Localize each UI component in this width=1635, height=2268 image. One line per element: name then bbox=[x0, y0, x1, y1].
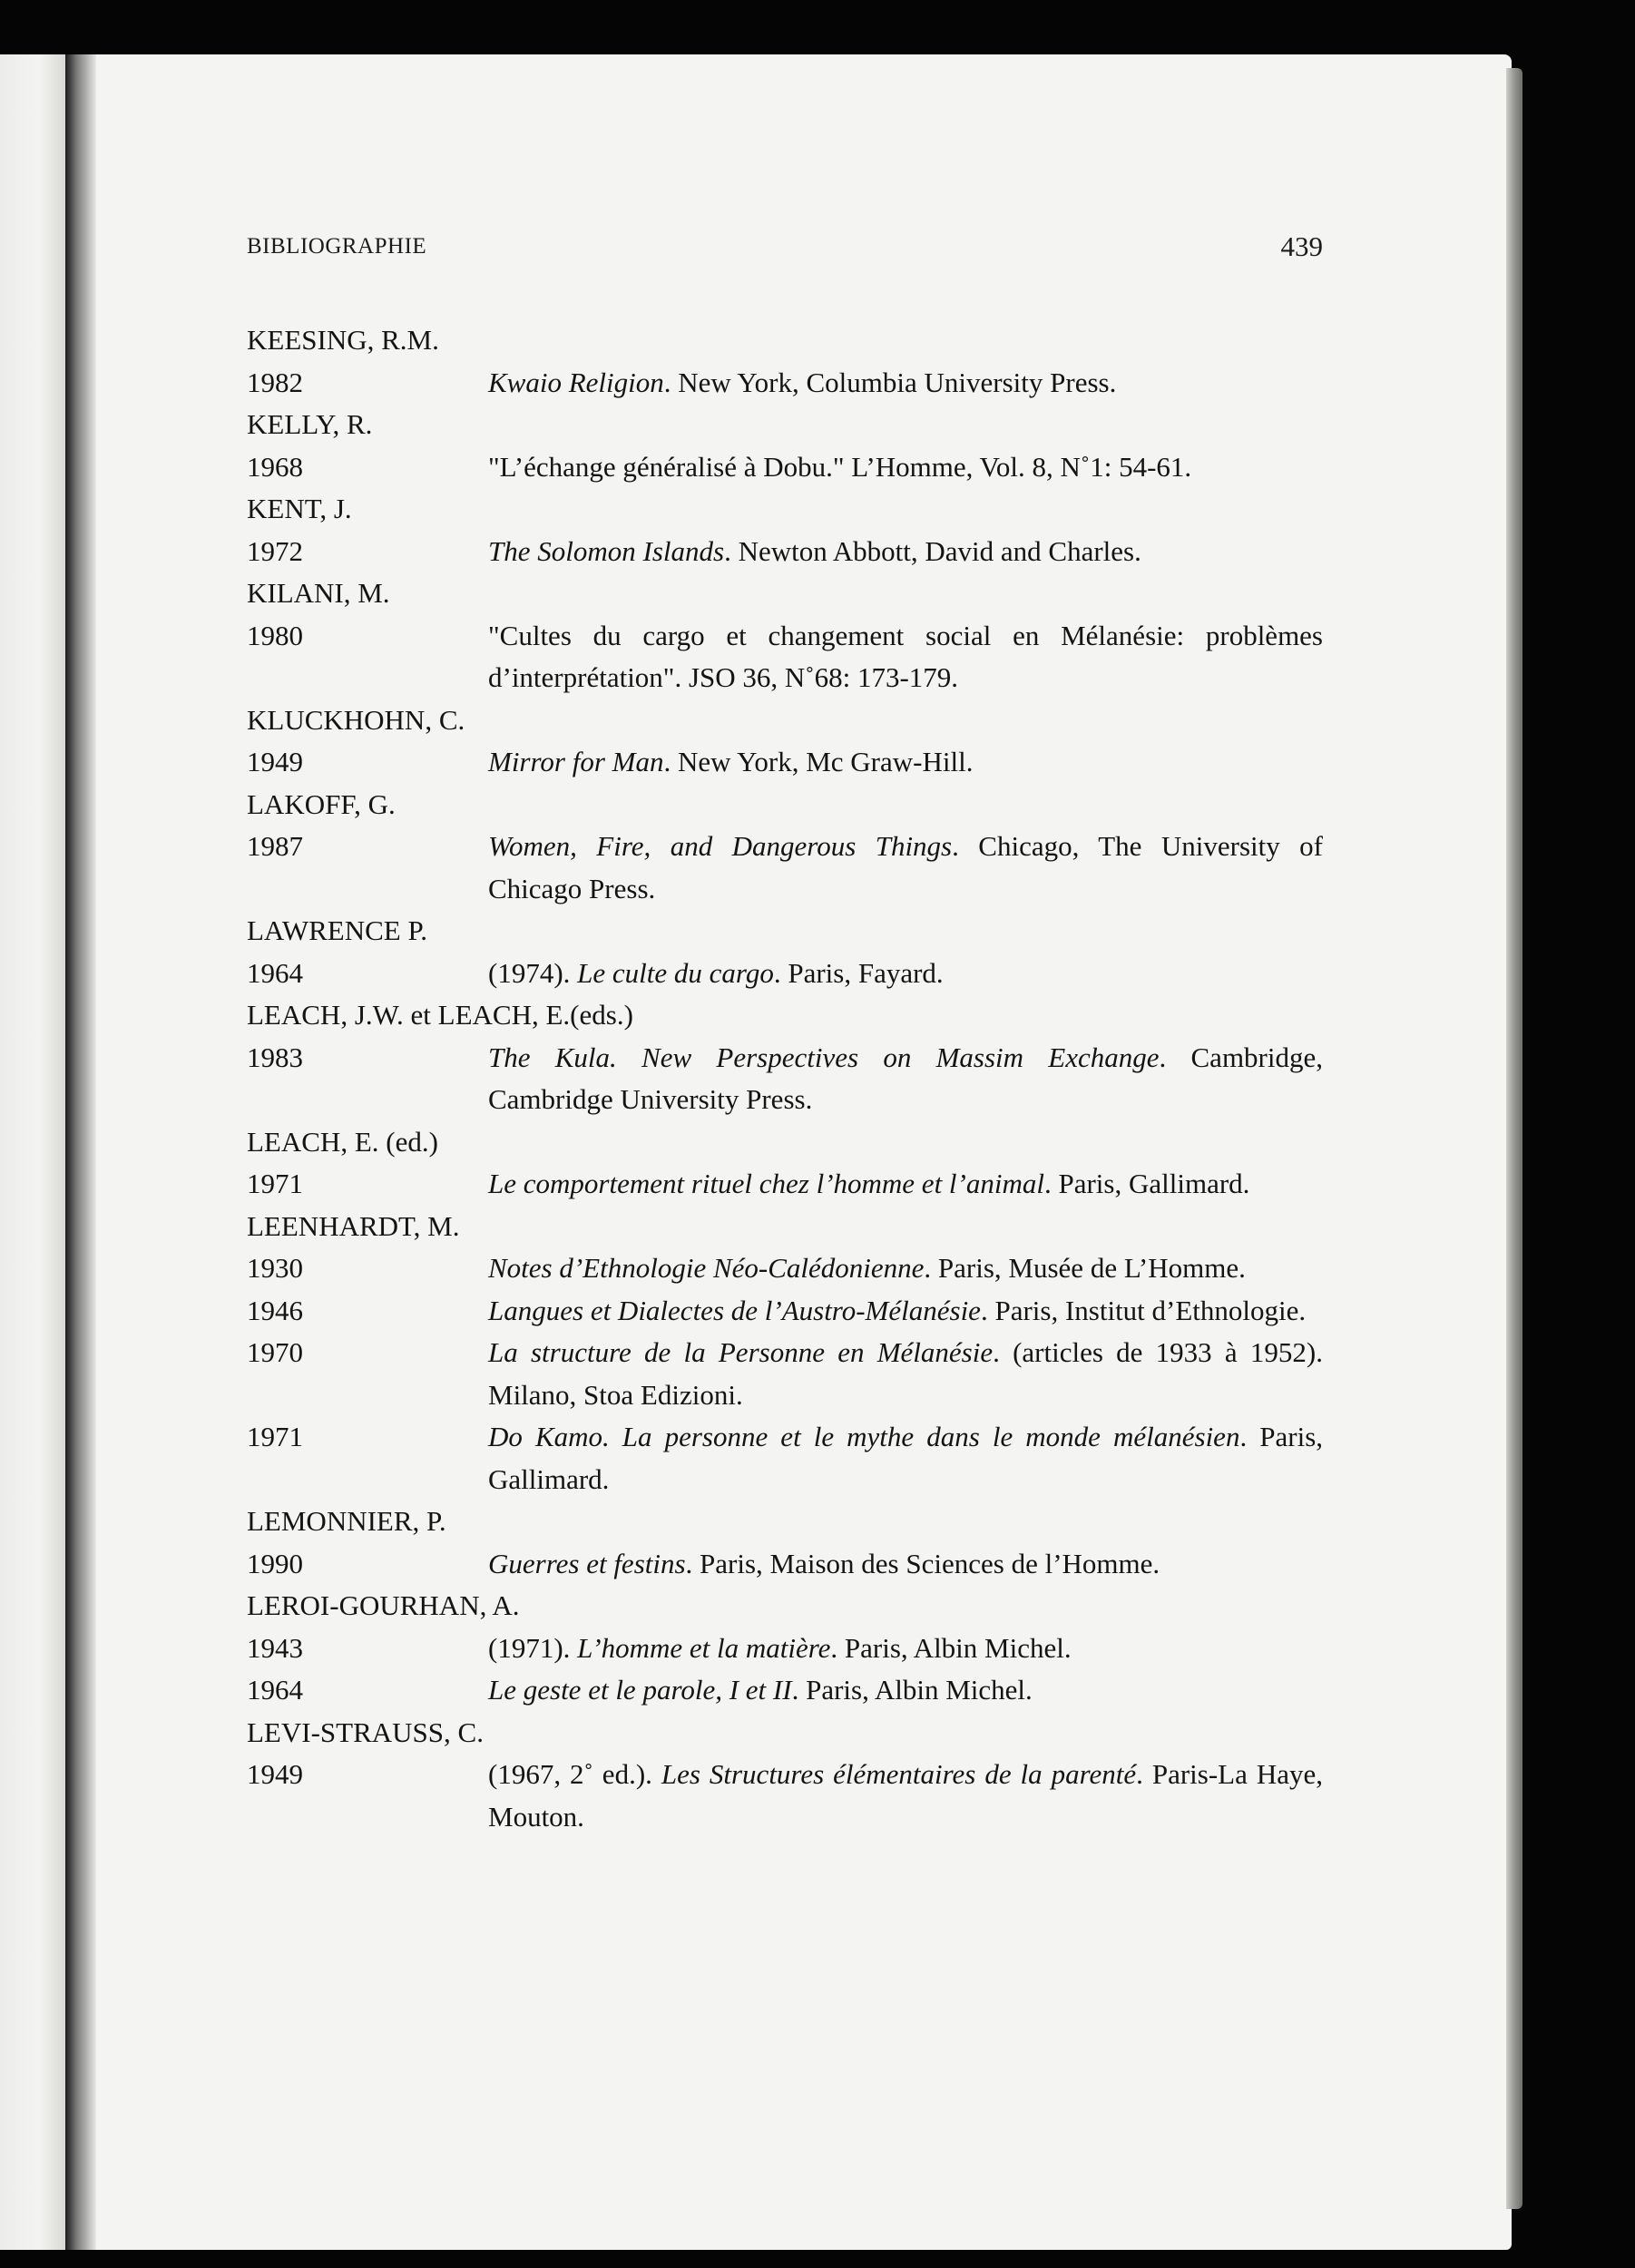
entry-author: KENT, J. bbox=[247, 493, 352, 524]
citation-title: Les Structures élémentaires de la parenté bbox=[661, 1758, 1137, 1790]
citation-lead: "L’échange généralisé à Dobu." L’Homme, Vol. 8, N˚1: 54-61. bbox=[488, 450, 1192, 483]
bib-entry bbox=[247, 910, 1323, 994]
entry-author: LEVI-STRAUSS, C. bbox=[247, 1716, 484, 1748]
entry-citation bbox=[488, 953, 1323, 995]
entry-author: LEMONNIER, P. bbox=[247, 1505, 446, 1537]
entry-year: 1964 bbox=[247, 1674, 303, 1706]
entry-author: KELLY, R. bbox=[247, 408, 373, 440]
entry-year: 1980 bbox=[247, 619, 303, 651]
entry-reference bbox=[247, 1628, 1323, 1670]
citation-title: Women, Fire, and Dangerous Things bbox=[488, 830, 953, 862]
entry-year: 1930 bbox=[247, 1252, 303, 1284]
citation-publisher: . Paris, Fayard. bbox=[773, 956, 944, 989]
entry-year: 1990 bbox=[247, 1547, 303, 1579]
bib-entry bbox=[247, 404, 1323, 488]
citation-title: Notes d’Ethnologie Néo-Calédonienne bbox=[488, 1252, 925, 1284]
entry-year: 1987 bbox=[247, 830, 303, 862]
bib-entry bbox=[247, 994, 1323, 1121]
entry-citation bbox=[488, 741, 1323, 784]
bib-entry bbox=[247, 319, 1323, 404]
entry-year: 1949 bbox=[247, 746, 303, 777]
citation-publisher: . (articles de 1933 à 1952). Milano, Stoa Edizioni. bbox=[488, 1336, 1323, 1411]
entry-author: LEROI-GOURHAN, A. bbox=[247, 1589, 520, 1621]
entry-citation bbox=[488, 362, 1323, 405]
entry-citation bbox=[488, 1416, 1323, 1501]
entry-reference bbox=[247, 1332, 1323, 1416]
citation-title: La structure de la Personne en Mélanésie bbox=[488, 1336, 994, 1368]
citation-lead: (1974). bbox=[488, 956, 578, 989]
facing-page-edge bbox=[0, 54, 65, 2250]
entry-citation bbox=[488, 826, 1323, 910]
bib-entry bbox=[247, 1585, 1323, 1712]
entry-reference bbox=[247, 1163, 1323, 1206]
entry-citation bbox=[488, 1290, 1323, 1333]
entry-reference bbox=[247, 615, 1323, 699]
bib-entry bbox=[247, 1206, 1323, 1501]
citation-title: Le geste et le parole, I et II bbox=[488, 1674, 792, 1706]
entry-citation bbox=[488, 1669, 1323, 1712]
citation-publisher: . Paris, Gallimard. bbox=[1043, 1168, 1250, 1199]
entry-citation bbox=[488, 1754, 1323, 1838]
entry-year: 1972 bbox=[247, 534, 303, 567]
entry-reference bbox=[247, 826, 1323, 910]
running-head bbox=[247, 230, 1323, 262]
entry-reference bbox=[247, 1037, 1323, 1121]
bib-entry bbox=[247, 1501, 1323, 1585]
bib-entry bbox=[247, 572, 1323, 699]
citation-lead: (1971). bbox=[488, 1631, 578, 1664]
entry-author: LEENHARDT, M. bbox=[247, 1209, 460, 1242]
citation-title: Le comportement rituel chez l’homme et l’animal bbox=[488, 1168, 1044, 1199]
citation-publisher: . New York, Mc Graw-Hill. bbox=[663, 746, 974, 777]
citation-publisher: . Paris, Musée de L’Homme. bbox=[924, 1252, 1246, 1284]
entry-citation bbox=[488, 1543, 1323, 1586]
citation-title: Le culte du cargo bbox=[577, 956, 774, 989]
entry-author: KLUCKHOHN, C. bbox=[247, 703, 465, 736]
citation-publisher: . Paris, Maison des Sciences de l’Homme. bbox=[685, 1547, 1160, 1579]
entry-year: 1964 bbox=[247, 956, 303, 989]
citation-lead: (1967, 2˚ ed.). bbox=[488, 1758, 661, 1790]
bib-entry bbox=[247, 1712, 1323, 1839]
entry-reference bbox=[247, 1669, 1323, 1712]
citation-title: Langues et Dialectes de l’Austro-Mélanésie bbox=[488, 1294, 981, 1326]
entry-citation bbox=[488, 1628, 1323, 1670]
citation-publisher: . Paris, Institut d’Ethnologie. bbox=[980, 1294, 1307, 1326]
page-stack-edge bbox=[1506, 68, 1522, 2209]
entry-reference bbox=[247, 531, 1323, 573]
entry-author: LEACH, J.W. et LEACH, E.(eds.) bbox=[247, 999, 633, 1031]
entry-year: 1949 bbox=[247, 1758, 303, 1790]
entry-year: 1971 bbox=[247, 1168, 303, 1199]
entry-year: 1943 bbox=[247, 1631, 303, 1664]
citation-publisher: . Paris, Albin Michel. bbox=[791, 1674, 1033, 1706]
entry-reference bbox=[247, 953, 1323, 995]
bib-entry bbox=[247, 488, 1323, 572]
citation-title: The Solomon Islands bbox=[488, 534, 725, 567]
entry-reference bbox=[247, 1543, 1323, 1586]
citation-title: Mirror for Man bbox=[488, 746, 664, 777]
citation-title: Do Kamo. La personne et le mythe dans le monde mélanésien bbox=[488, 1421, 1240, 1452]
entry-citation bbox=[488, 1163, 1323, 1206]
entry-year: 1946 bbox=[247, 1294, 303, 1326]
entry-reference bbox=[247, 446, 1323, 489]
book-gutter bbox=[65, 54, 96, 2250]
entry-reference bbox=[247, 1416, 1323, 1501]
citation-title: Guerres et festins bbox=[488, 1547, 686, 1579]
citation-publisher: . New York, Columbia University Press. bbox=[663, 366, 1117, 398]
bibliography-list bbox=[247, 319, 1323, 1838]
bib-entry bbox=[247, 1121, 1323, 1206]
entry-citation bbox=[488, 446, 1323, 489]
running-title: BIBLIOGRAPHIE bbox=[247, 234, 427, 259]
citation-title: The Kula. New Perspectives on Massim Exchange bbox=[488, 1041, 1160, 1073]
entry-reference bbox=[247, 1247, 1323, 1290]
entry-citation bbox=[488, 1247, 1323, 1290]
citation-publisher: . Paris, Gallimard. bbox=[488, 1421, 1324, 1495]
citation-lead: "Cultes du cargo et changement social en Mélanésie: problèmes d’interprétation". JSO 36, N˚68: 173-179. bbox=[488, 619, 1323, 693]
entry-year: 1982 bbox=[247, 366, 303, 398]
entry-reference bbox=[247, 741, 1323, 784]
bib-entry bbox=[247, 699, 1323, 784]
entry-author: LAWRENCE P. bbox=[247, 914, 428, 946]
entry-year: 1970 bbox=[247, 1336, 303, 1368]
entry-citation bbox=[488, 615, 1323, 699]
bib-entry bbox=[247, 784, 1323, 911]
entry-author: KEESING, R.M. bbox=[247, 324, 439, 356]
entry-author: LAKOFF, G. bbox=[247, 787, 396, 820]
entry-author: LEACH, E. (ed.) bbox=[247, 1125, 438, 1158]
entry-citation bbox=[488, 1332, 1323, 1416]
entry-citation bbox=[488, 1037, 1323, 1121]
citation-publisher: . Newton Abbott, David and Charles. bbox=[724, 534, 1141, 567]
entry-citation bbox=[488, 531, 1323, 573]
entry-year: 1983 bbox=[247, 1041, 303, 1073]
citation-title: L’homme et la matière bbox=[577, 1631, 831, 1664]
entry-year: 1968 bbox=[247, 450, 303, 483]
entry-reference bbox=[247, 1754, 1323, 1838]
citation-publisher: . Chicago, The University of Chicago Press. bbox=[488, 830, 1323, 904]
citation-publisher: . Cambridge, Cambridge University Press. bbox=[488, 1041, 1323, 1115]
page-number: 439 bbox=[1280, 230, 1323, 262]
entry-year: 1971 bbox=[247, 1421, 303, 1452]
citation-publisher: . Paris, Albin Michel. bbox=[830, 1631, 1072, 1664]
entry-reference bbox=[247, 362, 1323, 405]
citation-publisher: . Paris-La Haye, Mouton. bbox=[488, 1758, 1323, 1833]
citation-title: Kwaio Religion bbox=[488, 366, 664, 398]
entry-author: KILANI, M. bbox=[247, 577, 390, 609]
entry-reference bbox=[247, 1290, 1323, 1333]
